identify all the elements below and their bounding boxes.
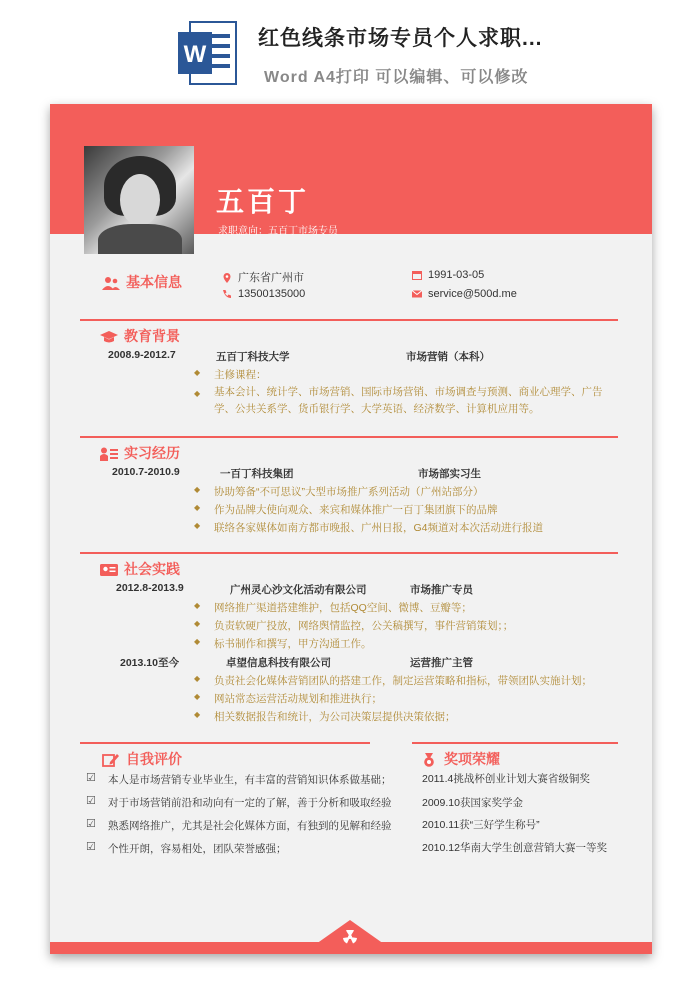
divider [80,552,618,554]
section-self-eval-label: 自我评价 [126,751,182,767]
location-pin-icon [222,273,232,283]
location-field [222,269,304,285]
email-field [412,288,517,300]
phone-field [222,288,305,300]
section-practice-label: 社会实践 [124,561,180,577]
listing-banner [0,0,700,100]
section-awards [420,749,500,769]
document-subtitle: Word A4打印 可以编辑、可以修改 [264,69,529,86]
list-item: ◆ 网络推广渠道搭建维护，包括QQ空间、微博、豆瓣等； [214,600,472,615]
education-date: 2008.9-2012.7 [108,349,176,361]
practice-org: 广州灵心沙文化活动有限公司 [230,584,367,596]
section-education-label: 教育背景 [124,328,180,344]
practice-role: 运营推广主管 [410,657,473,669]
list-item: 2010.11获“三好学生称号” [422,819,540,831]
profile-photo [84,146,194,254]
medal-icon [420,753,438,767]
section-basic-info-label: 基本信息 [126,274,182,290]
practice-date: 2013.10至今 [120,657,179,669]
section-practice [100,559,180,579]
footer-logo-icon [342,930,358,944]
list-item: ◆ 相关数据报告和统计，为公司决策层提供决策依据； [214,709,456,724]
section-internship-label: 实习经历 [124,445,180,461]
internship-role: 市场部实习生 [418,468,481,480]
mail-icon [412,289,422,299]
list-item: ◆ 主修课程： [214,367,267,382]
section-internship [100,443,180,463]
internship-org: 一百丁科技集团 [220,468,294,480]
resume-page [50,104,652,954]
practice-org: 卓望信息科技有限公司 [226,657,331,669]
divider [80,436,618,438]
candidate-name: 五百丁 [216,186,310,217]
phone-value: 13500135000 [238,288,306,300]
email-value: service@500d.me [428,288,517,300]
list-item: 2009.10获国家奖学金 [422,797,523,809]
edit-icon [102,753,120,767]
school-name: 五百丁科技大学 [216,351,290,363]
major: 市场营销（本科） [406,351,490,363]
location-value: 广东省广州市 [238,272,304,284]
list-item: ◆ 联络各家媒体如南方都市晚报、广州日报，G4频道对本次活动进行报道 [214,520,543,535]
word-file-icon [176,20,238,86]
user-group-icon [102,276,120,290]
section-self-eval [102,749,182,769]
list-item: 2010.12华南大学生创意营销大赛一等奖 [422,842,607,854]
section-basic-info [102,272,182,292]
job-intent: 求职意向：五百丁市场专员 [218,226,338,237]
id-card-icon [100,563,118,577]
list-item: ◆ 负责社会化媒体营销团队的搭建工作，制定运营策略和指标，带领团队实施计划； [214,673,592,688]
birth-field [412,269,484,281]
list-item: ☑ 本人是市场营销专业毕业生，有丰富的营销知识体系做基础； [108,772,392,787]
list-item: ☑ 对于市场营销前沿和动向有一定的了解，善于分析和吸取经验 [108,795,392,810]
practice-role: 市场推广专员 [410,584,473,596]
internship-date: 2010.7-2010.9 [112,466,180,478]
list-item: ◆ 协助筹备“不可思议”大型市场推广系列活动（广州站部分） [214,484,484,499]
divider [80,319,618,321]
phone-icon [222,289,232,299]
divider [412,742,618,744]
graduation-cap-icon [100,330,118,344]
practice-date: 2012.8-2013.9 [116,582,184,594]
section-awards-label: 奖项荣耀 [444,751,500,767]
list-item: ◆ 负责软硬广投放，网络舆情监控，公关稿撰写，事件营销策划；； [214,618,513,633]
svg-text:W: W [183,41,207,68]
list-item: ◆ 标书制作和撰写，甲方沟通工作。 [214,636,372,651]
divider [80,742,370,744]
document-title[interactable]: 红色线条市场专员个人求职... [258,27,543,50]
list-item: ◆ 网站常态运营活动规划和推进执行； [214,691,382,706]
list-item: ☑ 熟悉网络推广，尤其是社会化媒体方面，有独到的见解和经验 [108,818,392,833]
list-item: ◆ 基本会计、统计学、市场营销、国际市场营销、市场调查与预测、商业心理学、广告学、公共关系学、货币银行学、大学英语、经济数学、计算机应用等。 [214,384,614,418]
list-item: ☑ 个性开朗，容易相处，团队荣誉感强； [108,841,287,856]
user-card-icon [100,447,118,461]
calendar-icon [412,270,422,280]
section-education [100,326,180,346]
birth-value: 1991-03-05 [428,269,485,281]
list-item: ◆ 作为品牌大使向观众、来宾和媒体推广一百丁集团旗下的品牌 [214,502,498,517]
list-item: 2011.4挑战杯创业计划大赛省级铜奖 [422,773,590,785]
